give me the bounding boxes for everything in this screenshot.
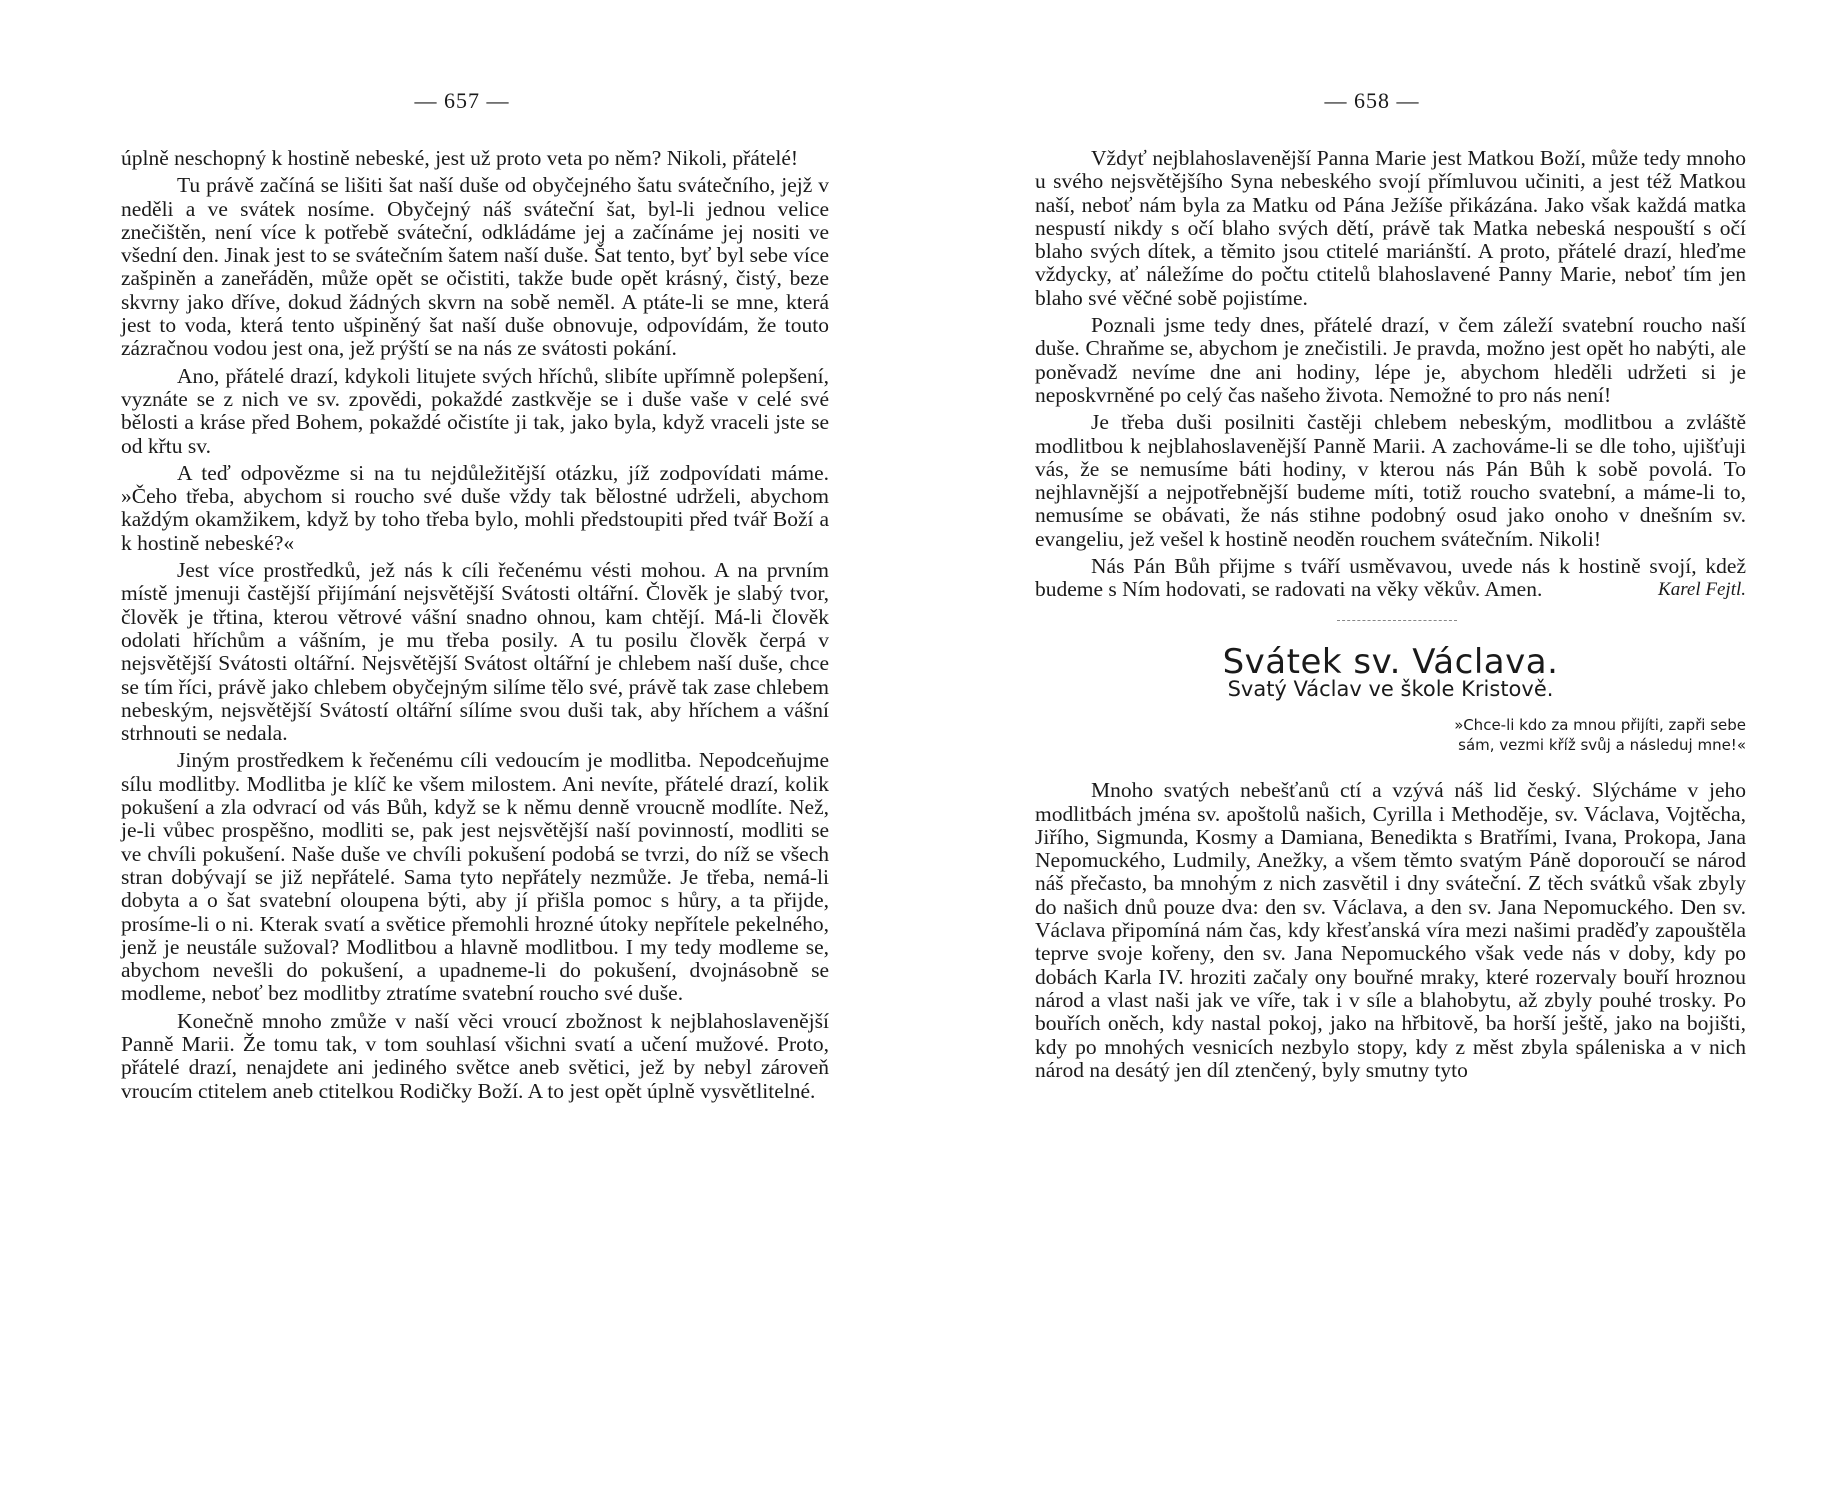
- paragraph: Jest více prostředků, jež nás k cíli řečenému vésti mohou. A na prvním místě jmenuji častější přijímání nejsvětější Svátosti oltářní. Člověk je slabý tvor, člověk je třtina, kterou větrové vášní snadno ohnou, kam chtějí. Má-li člověk odolati hříchům a vášním, je mu třeba posily. A tu posilu člověk čerpá v nejsvětější Svátosti oltářní. Nejsvětější Svátost oltářní je chlebem naší duše, chce se tím říci, právě jako chlebem obyčejným silíme tělo své, právě tak zase chlebem nebeským, nejsvětější Svátostí oltářní sílíme svou duši tak, aby hříchem a vášní strhnouti se nedala.: [121, 558, 829, 746]
- left-text-column: [121, 147, 829, 1107]
- paragraph-text: Nás Pán Bůh přijme s tváří usměvavou, uvede nás k hostině svojí, kdež budeme s Ním hodovati, se radovati na věky věkův. Amen.: [1035, 554, 1746, 602]
- article-body: Mnoho svatých nebešťanů ctí a vzývá náš lid český. Slýcháme v jeho modlitbách jména sv. apoštolů našich, Cyrilla i Methoděje, sv. Václava, Vojtěcha, Jiřího, Sigmunda, Kosmy a Damiana, Benedikta s Bratřími, Ivana, Prokopa, Jana Nepomuckého, Ludmily, Anežky, a všem těmto svatým Páně doporoučí se národ náš přečasto, ba mnohým z nich zasvětil i dny sváteční. Z těch svátků však zbyly do našich dnů pouze dva: den sv. Václava, a den sv. Jana Nepomuckého. Den sv. Václava připomíná nám čas, kdy křesťanská víra mezi našimi praděďy zapouštěla teprve svoje kořeny, den sv. Jana Nepomuckého však vede nás v doby, kdy po dobách Karla IV. hroziti začaly ony bouřné mraky, které rozervaly bouří hroznou národ a vlast naši jak ve víře, tak i v síle a blahobytu, až zbyly pouhé trosky. Po bouřích oněch, kdy nastal pokoj, jako na hřbitově, ba horší ještě, jako na bojišti, kdy po mnohých vesnicích nezbylo stopy, kdy z měst zbyla spáleniska a v nich národ na desátý jen díl ztenčený, byly smutny tyto: [1035, 778, 1746, 1082]
- paragraph: Poznali jsme tedy dnes, přátelé drazí, v čem záleží svatební roucho naší duše. Chraňme se, abychom je znečistili. Je pravda, možno jest opět ho nabýti, ale poněvadž nevíme dne ani hodiny, lépe je, abychom hleděli udržeti si je neposkvrněné po celý čas našeho života. Nemožné to pro nás není!: [1035, 313, 1746, 407]
- epigraph-line: »Chce-li kdo za mnou přijíti, zapři sebe: [1454, 716, 1746, 735]
- article-subtitle: Svatý Václav ve škole Kristově.: [1227, 676, 1554, 701]
- page-number-right: — 658 —: [1324, 88, 1420, 113]
- right-text-column: [1035, 147, 1746, 1086]
- epigraph-line: sám, vezmi kříž svůj a následuj mne!«: [1458, 736, 1746, 755]
- paragraph: Jiným prostředkem k řečenému cíli vedoucím je modlitba. Nepodceňujme sílu modlitby. Modlitba je klíč ke všem milostem. Ani nevíte, přátelé drazí, kolik pokušení a zla odvrací od vás Bůh, když se k němu denně vroucně modlíte. Než, je-li vůbec prospěšno, modliti se, pak jest nejsvětější naší povinností, modliti se ve chvíli pokušení. Naše duše ve chvíli pokušení podobá se tvrzi, do níž se všech stran dobývají se již nepřátelé. Sama tyto nepřátely nezmůže. Je třeba, nemá-li dobyta a o šat svatební oloupena býti, aby jí přišla pomoc s hůry, a ta přijde, prosíme-li o ni. Kterak svatí a světice přemohli hrozné útoky nepřítele pekelného, jenž je neustále sužoval? Modlitbou a hlavně modlitbou. I my tedy modleme se, abychom nevešli do pokušení, a upadneme-li do pokušení, dvojnásobně se modleme, neboť bez modlitby ztratíme svatební roucho své duše.: [121, 748, 829, 1006]
- section-divider: [1337, 620, 1457, 621]
- article-title: Svátek sv. Václava.: [1222, 641, 1559, 682]
- paragraph: Ano, přátelé drazí, kdykoli litujete svých hříchů, slibíte upřímně polepšení, vyznáte se z nich ve sv. zpovědi, pokaždé zastkvěje se i duše vaše v celé své bělosti a kráse před Bohem, pokaždé očistíte ji tak, jako byla, když vraceli jste se od křtu sv.: [121, 363, 829, 458]
- author-signature: Karel Fejtl.: [1658, 579, 1746, 601]
- paragraph: Vždyť nejblahoslavenější Panna Marie jest Matkou Boží, může tedy mnoho u svého nejsvětějšího Syna nebeského svojí přímluvou učiniti, a jest též Matkou naší, neboť nám byla za Matku od Pána Ježíše přikázána. Jako však každá matka nespustí nikdy s očí blaho svých dětí, právě tak Matka nebeská nespouští s očí blaho svých dítek, a těmito jsou ctitelé mariánští. A proto, přátelé drazí, hleďme vždycky, ať náležíme do počtu ctitelů blahoslavené Panny Marie, neboť tím jen blaho své věčné sobě pojistíme.: [1035, 146, 1746, 310]
- epigraph: [1035, 715, 1746, 755]
- page-number-left: — 657 —: [414, 88, 510, 113]
- paragraph: Je třeba duši posilniti častěji chlebem nebeským, modlitbou a zvláště modlitbou k nejblahoslavenější Panně Marii. A zachováme-li se dle toho, ujišťuji vás, že se nemusíme báti hodiny, v kterou nás Pán Bůh k sobě povolá. To nejhlavnější a nejpotřebnější budeme míti, totiž roucho svatební, a máme-li to, nemusíme se obávati, že nás stihne podobný osud jako onoho v dnešním sv. evangeliu, jež vešel k hostině neoděn rouchem svátečním. Nikoli!: [1035, 410, 1746, 551]
- paragraph: Konečně mnoho zmůže v naší věci vroucí zbožnost k nejblahoslavenější Panně Marii. Že tomu tak, v tom souhlasí všichni svatí a učení mužové. Proto, přátelé drazí, nenajdete ani jediného světce aneb světici, jež by nebyl zároveň vroucím ctitelem aneb ctitelkou Rodičky Boží. A to jest opět úplně vysvětlitelné.: [121, 1008, 829, 1103]
- paragraph: úplně neschopný k hostině nebeské, jest už proto veta po něm? Nikoli, přátelé!: [121, 146, 799, 170]
- paragraph: A teď odpovězme si na tu nejdůležitější otázku, jíž zodpovídati máme. »Čeho třeba, abychom si roucho své duše vždy tak bělostné udrželi, abychom každým okamžikem, když by toho třeba bylo, mohli předstoupiti před tvář Boží a k hostině nebeské?«: [121, 460, 829, 555]
- right-page: [912, 0, 1824, 1500]
- paragraph: Tu právě začíná se lišiti šat naší duše od obyčejného šatu svátečního, jejž v neděli a ve svátek nosíme. Obyčejný náš sváteční šat, byl-li jednou velice znečištěn, není více k potřebě sváteční, odkládáme jej a začínáme jej nositi ve všední den. Jinak jest to se svátečním šatem naší duše. Šat tento, byť byl sebe více zašpiněn a zaneřáděn, může opět se očistiti, takže bude opět krásný, čistý, beze skvrny jako dříve, dokud žádných skvrn na sobě neměl. A ptáte-li se mne, která jest to voda, která tento ušpiněný šat naší duše obnovuje, odpovídám, že touto zázračnou vodou jest ona, jež prýští se na nás ze svátosti pokání.: [121, 173, 829, 361]
- paragraph-with-signature: [1035, 555, 1746, 602]
